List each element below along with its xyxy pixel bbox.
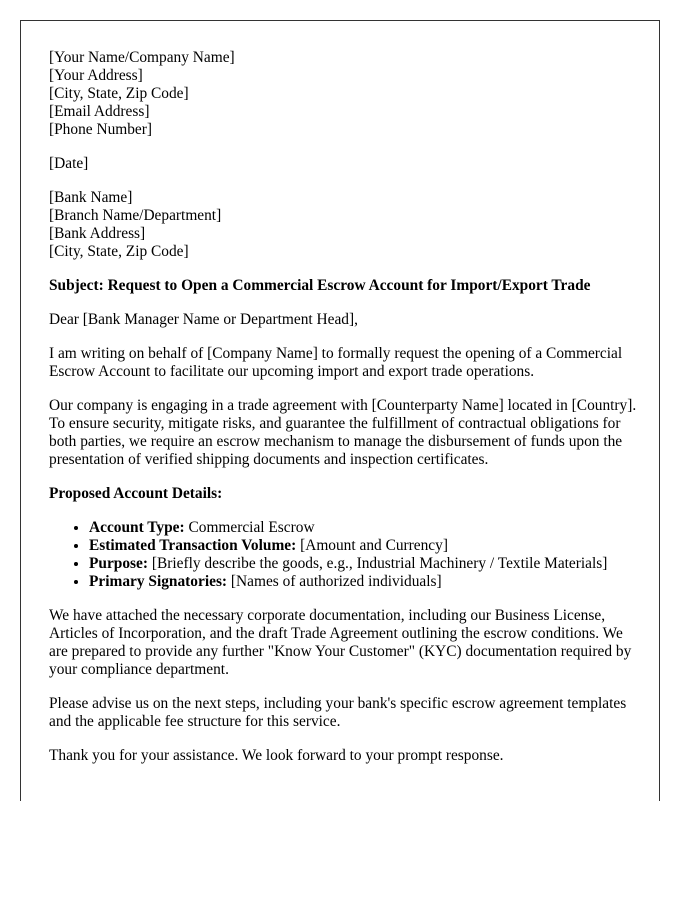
sender-email: [Email Address] [49, 103, 150, 120]
date-block [49, 155, 639, 173]
letter-page [20, 20, 660, 801]
letter-subject: Subject: Request to Open a Commercial Escrow Account for Import/Export Trade [49, 277, 591, 294]
sender-city-state-zip: [City, State, Zip Code] [49, 85, 189, 102]
next-steps-paragraph: Please advise us on the next steps, including your bank's specific escrow agreement templates and the applicable fee structure for this service. [49, 695, 627, 730]
detail-label: Estimated Transaction Volume: [89, 537, 297, 554]
detail-label: Purpose: [89, 555, 148, 572]
recipient-address-block [49, 189, 639, 261]
account-details-list [49, 519, 639, 591]
detail-value: [Amount and Currency] [300, 537, 448, 554]
recipient-city-state-zip: [City, State, Zip Code] [49, 243, 189, 260]
sender-name: [Your Name/Company Name] [49, 49, 235, 66]
detail-value: [Names of authorized individuals] [230, 573, 442, 590]
documentation-paragraph: We have attached the necessary corporate documentation, including our Business License, Articles of Incorporation, and the draft Trade Agreement outlining the escrow conditions. We are prepared to provide any further "Know Your Customer" (KYC) documentation required by your compliance department. [49, 607, 632, 678]
context-paragraph: Our company is engaging in a trade agreement with [Counterparty Name] located in [Country]. To ensure security, mitigate risks, and guarantee the fulfillment of contractual obligations for both parties, we require an escrow mechanism to manage the disbursement of funds upon the presentation of verified shipping documents and inspection certificates. [49, 397, 637, 468]
list-item [89, 573, 639, 591]
detail-label: Account Type: [89, 519, 185, 536]
list-item [89, 555, 639, 573]
letter-date: [Date] [49, 155, 89, 172]
detail-value: Commercial Escrow [188, 519, 315, 536]
letter-content [49, 49, 639, 781]
recipient-address: [Bank Address] [49, 225, 146, 242]
detail-value: [Briefly describe the goods, e.g., Industrial Machinery / Textile Materials] [151, 555, 608, 572]
closing-paragraph: Thank you for your assistance. We look forward to your prompt response. [49, 747, 504, 764]
salutation: Dear [Bank Manager Name or Department Head], [49, 311, 358, 328]
sender-address: [Your Address] [49, 67, 143, 84]
intro-paragraph: I am writing on behalf of [Company Name] to formally request the opening of a Commercial Escrow Account to facilitate our upcoming import and export trade operations. [49, 345, 623, 380]
recipient-bank-name: [Bank Name] [49, 189, 133, 206]
list-item [89, 519, 639, 537]
details-heading: Proposed Account Details: [49, 485, 223, 502]
sender-address-block [49, 49, 639, 139]
detail-label: Primary Signatories: [89, 573, 228, 590]
recipient-branch: [Branch Name/Department] [49, 207, 222, 224]
list-item [89, 537, 639, 555]
sender-phone: [Phone Number] [49, 121, 153, 138]
